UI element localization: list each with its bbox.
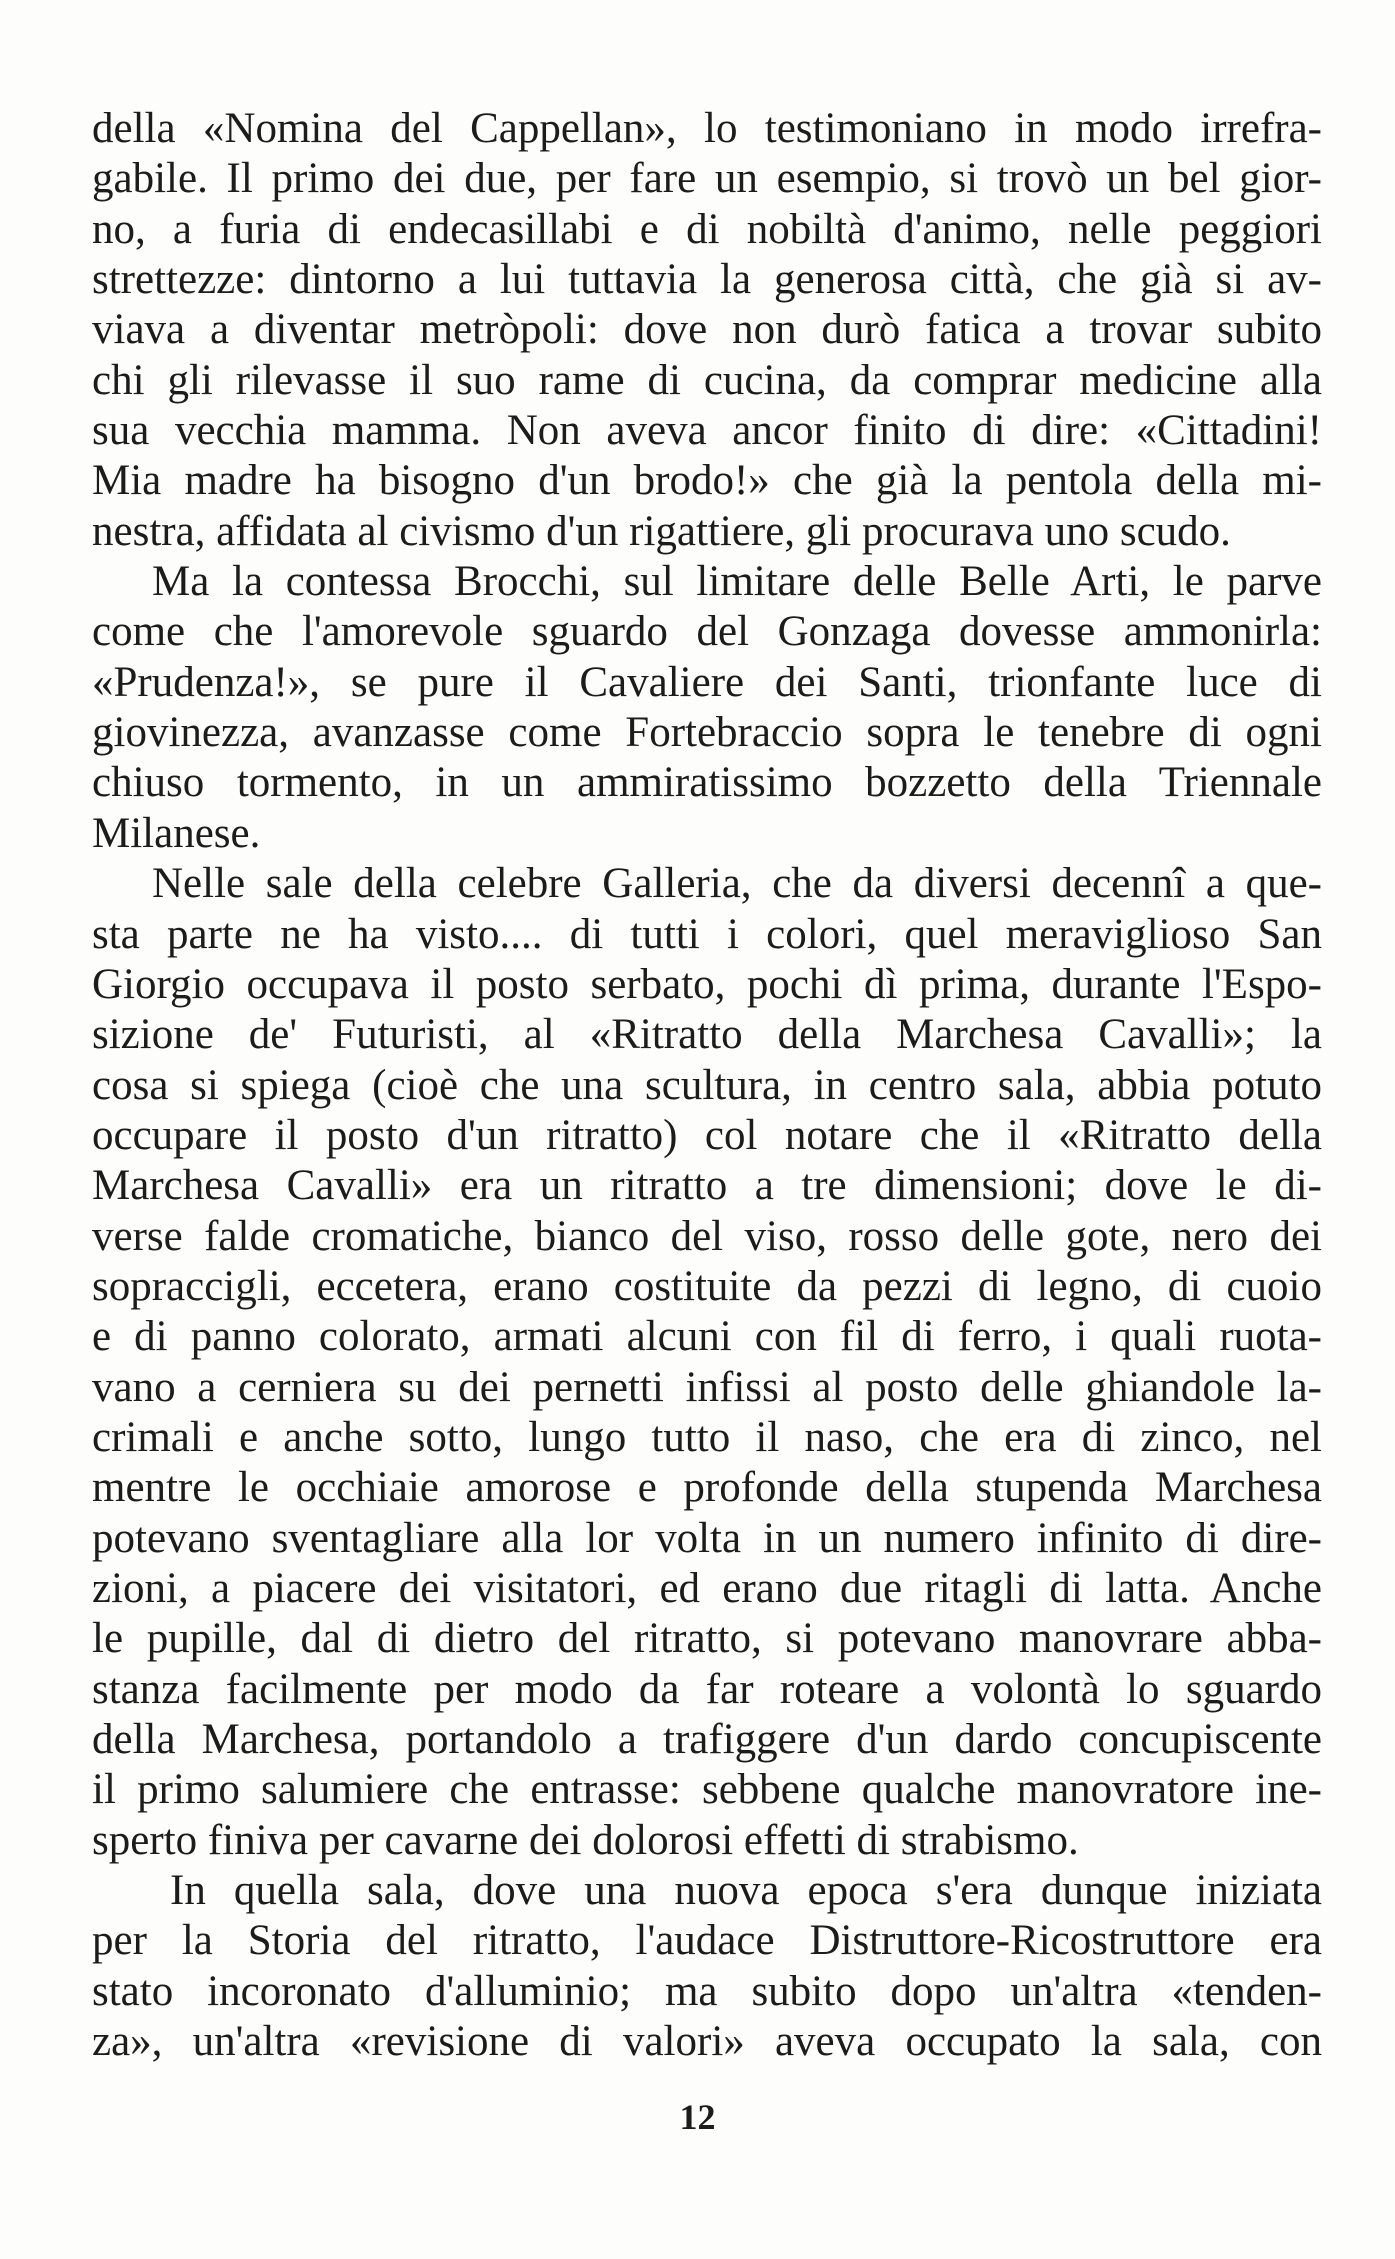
text-line-14: chiuso tormento, in un ammiratissimo bozzetto della Triennale [92,759,1322,807]
text-line-18: Giorgio occupava il posto serbato, pochi dì prima, durante l'Espo- [92,960,1322,1008]
text-line-32: stanza facilmente per modo da far roteare a volontà lo sguardo [92,1665,1322,1713]
text-line-15: Milanese. [92,809,261,857]
text-line-17: sta parte ne ha visto.... di tutti i colori, quel meraviglioso San [92,910,1322,958]
text-line-01: della «Nomina del Cappellan», lo testimoniano in modo irrefra- [92,105,1322,152]
text-line-09: nestra, affidata al civismo d'un rigattiere, gli procurava uno scudo. [92,507,1231,555]
text-line-36: In quella sala, dove una nuova epoca s'era dunque iniziata [170,1867,1322,1915]
text-line-33: della Marchesa, portandolo a trafiggere d'un dardo concupiscente [92,1716,1322,1763]
text-line-31: le pupille, dal di dietro del ritratto, si potevano manovrare abba- [92,1615,1322,1663]
text-line-10: Ma la contessa Brocchi, sul limitare delle Belle Arti, le parve [152,558,1322,606]
text-line-27: crimali e anche sotto, lungo tutto il naso, che era di zinco, nel [92,1413,1322,1461]
text-line-04: strettezze: dintorno a lui tuttavia la generosa città, che già si av- [92,256,1322,304]
text-line-29: potevano sventagliare alla lor volta in un numero infinito di dire- [92,1514,1322,1562]
text-line-24: sopraccigli, eccetera, erano costituite da pezzi di legno, di cuoio [92,1262,1322,1310]
text-line-12: «Prudenza!», se pure il Cavaliere dei Santi, trionfante luce di [92,658,1322,706]
text-line-23: verse falde cromatiche, bianco del viso, rosso delle gote, nero dei [92,1212,1322,1260]
text-line-22: Marchesa Cavalli» era un ritratto a tre dimensioni; dove le di- [92,1162,1322,1210]
text-line-16: Nelle sale della celebre Galleria, che da diversi decennî a que- [152,860,1322,908]
text-line-21: occupare il posto d'un ritratto) col notare che il «Ritratto della [92,1111,1322,1159]
text-line-25: e di panno colorato, armati alcuni con fil di ferro, i quali ruota- [92,1313,1322,1361]
body-text [92,104,1322,2067]
text-line-34: il primo salumiere che entrasse: sebbene qualche manovratore ine- [92,1766,1322,1814]
text-line-30: zioni, a piacere dei visitatori, ed erano due ritagli di latta. Anche [92,1564,1322,1612]
text-line-07: sua vecchia mamma. Non aveva ancor finito di dire: «Cittadini! [92,407,1322,455]
page-number: 12 [679,2097,716,2137]
text-line-13: giovinezza, avanzasse come Fortebraccio sopra le tenebre di ogni [92,709,1322,757]
text-line-38: stato incoronato d'alluminio; ma subito dopo un'altra «tenden- [92,1967,1322,2015]
text-line-05: viava a diventar metròpoli: dove non durò fatica a trovar subito [92,306,1322,354]
text-line-03: no, a furia di endecasillabi e di nobiltà d'animo, nelle peggiori [92,205,1322,253]
text-line-37: per la Storia del ritratto, l'audace Distruttore-Ricostruttore era [92,1917,1322,1965]
text-line-11: come che l'amorevole sguardo del Gonzaga dovesse ammonirla: [92,608,1322,656]
text-line-19: sizione de' Futuristi, al «Ritratto della Marchesa Cavalli»; la [92,1011,1322,1059]
text-line-06: chi gli rilevasse il suo rame di cucina, da comprar medicine alla [92,356,1322,404]
text-line-28: mentre le occhiaie amorose e profonde della stupenda Marchesa [92,1464,1322,1512]
text-line-35: sperto finiva per cavarne dei dolorosi effetti di strabismo. [92,1816,1079,1864]
text-line-20: cosa si spiega (cioè che una scultura, in centro sala, abbia potuto [92,1061,1322,1109]
text-line-26: vano a cerniera su dei pernetti infissi al posto delle ghiandole la- [92,1363,1322,1411]
text-line-39: za», un'altra «revisione di valori» aveva occupato la sala, con [92,2018,1322,2066]
text-line-02: gabile. Il primo dei due, per fare un esempio, si trovò un bel gior- [92,155,1322,203]
text-line-08: Mia madre ha bisogno d'un brodo!» che già la pentola della mi- [92,457,1322,505]
